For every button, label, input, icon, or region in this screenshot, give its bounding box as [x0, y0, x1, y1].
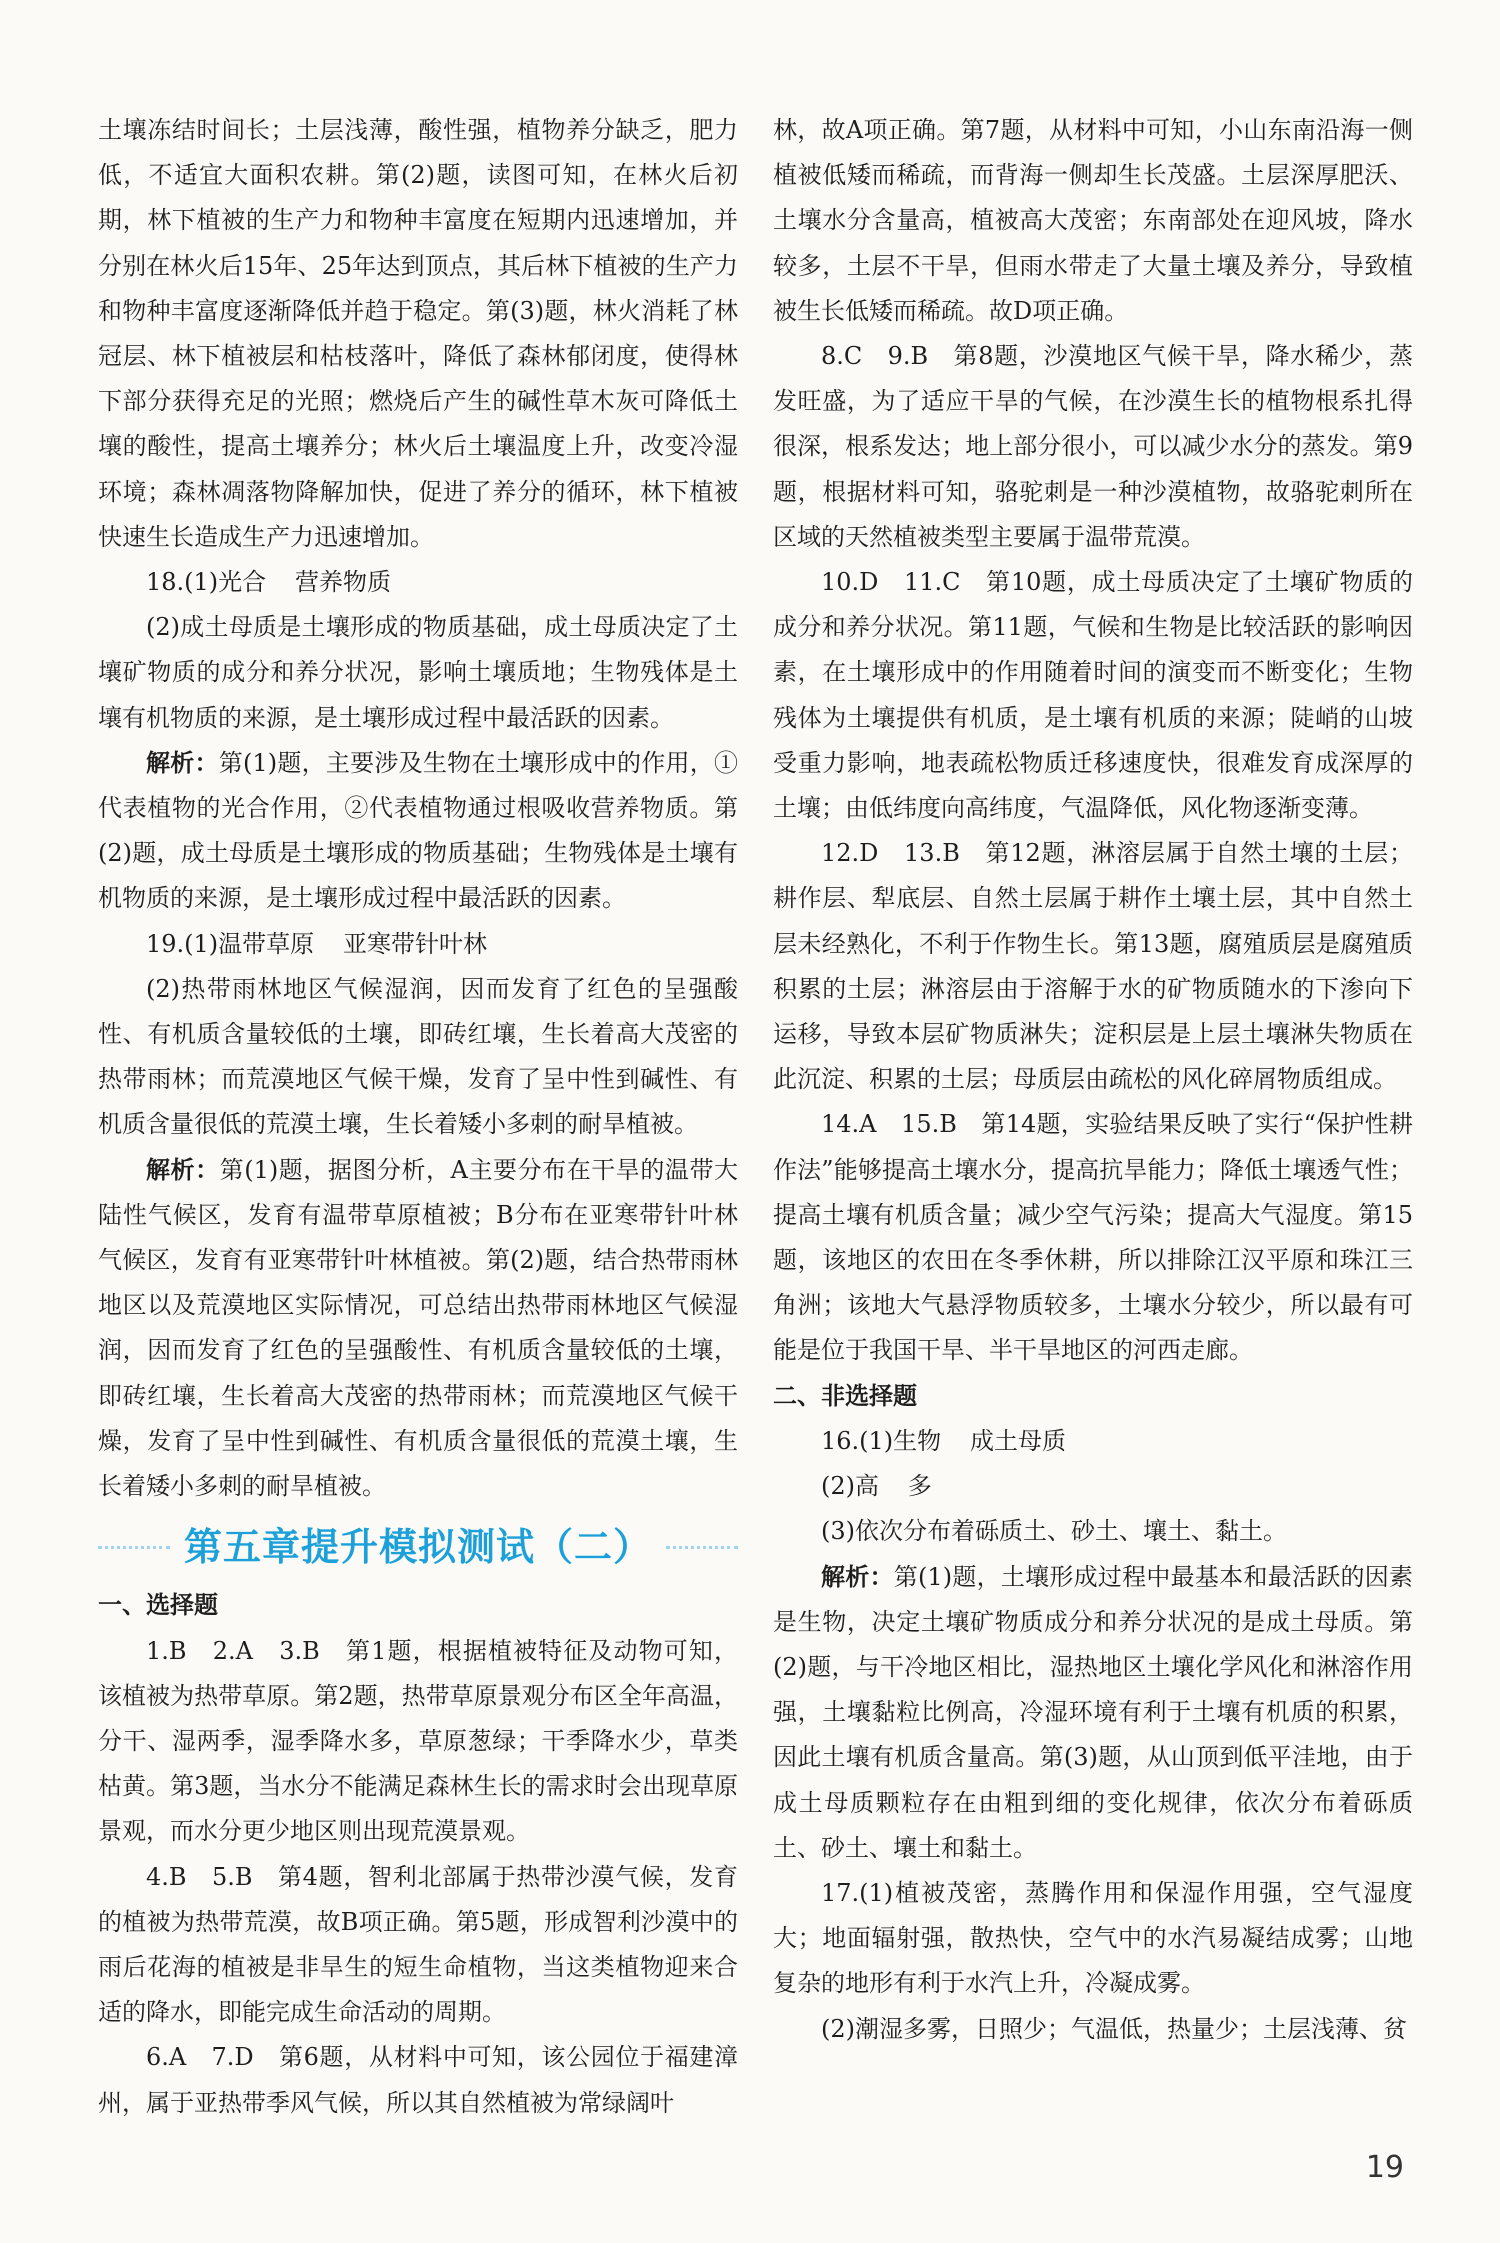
- section-title-choice: 一、选择题: [98, 1591, 218, 1620]
- section-title-nonchoice: 二、非选择题: [773, 1381, 917, 1410]
- answer-14-15: 14.A 15.B 第14题，实验结果反映了实行“保护性耕作法”能够提高土壤水分，提高抗旱能力；降低土壤透气性；提高土壤有机质含量；减少空气污染；提高大气湿度。第15题，该地区的农田在冬季休耕，所以排除江汉平原和珠江三角洲；该地大气悬浮物质较多，土壤水分较少，所以最有可能是位于我国干旱、半干旱地区的河西走廊。: [773, 1110, 1413, 1365]
- answer-17-1: 17.(1)植被茂密，蒸腾作用和保湿作用强，空气湿度大；地面辐射强，散热快，空气中的水汽易凝结成雾；山地复杂的地形有利于水汽上升，冷凝成雾。: [773, 1878, 1413, 1998]
- explanation-16: 解析：第(1)题，土壤形成过程中最基本和最活跃的因素是生物，决定土壤矿物质成分和养分状况的是成土母质。第(2)题，与干冷地区相比，湿热地区土壤化学风化和淋溶作用强，土壤黏粒比例高，冷湿环境有利于土壤有机质的积累，因此土壤有机质含量高。第(3)题，从山顶到低平洼地，由于成土母质颗粒存在由粗到细的变化规律，依次分布着砾质土、砂土、壤土和黏土。: [773, 1562, 1414, 1862]
- answer-19-2: (2)热带雨林地区气候湿润，因而发育了红色的呈强酸性、有机质含量较低的土壤，即砖红壤，生长着高大茂密的热带雨林；而荒漠地区气候干燥，发育了呈中性到碱性、有机质含量很低的荒漠土壤，生长着矮小多刺的耐旱植被。: [98, 974, 738, 1139]
- right-column: [773, 108, 1413, 2052]
- answer-12-13: 12.D 13.B 第12题，淋溶层属于自然土壤的土层；耕作层、犁底层、自然土层属于耕作土壤土层，其中自然土层未经熟化，不利于作物生长。第13题，腐殖质层是腐殖质积累的土层；淋溶层由于溶解于水的矿物质随水的下渗向下运移，导致本层矿物质淋失；淀积层是上层土壤淋失物质在此沉淀、积累的土层；母质层由疏松的风化碎屑物质组成。: [773, 839, 1413, 1094]
- answer-8-9: 8.C 9.B 第8题，沙漠地区气候干旱，降水稀少，蒸发旺盛，为了适应干旱的气候，在沙漠生长的植物根系扎得很深，根系发达；地上部分很小，可以减少水分的蒸发。第9题，根据材料可知，骆驼刺是一种沙漠植物，故骆驼刺所在区域的天然植被类型主要属于温带荒漠。: [773, 342, 1413, 551]
- paragraph-continued: 林，故A项正确。第7题，从材料中可知，小山东南沿海一侧植被低矮而稀疏，而背海一侧却生长茂盛。土层深厚肥沃、土壤水分含量高，植被高大茂密；东南部处在迎风坡，降水较多，土层不干旱，但雨水带走了大量土壤及养分，导致植被生长低矮而稀疏。故D项正确。: [773, 116, 1413, 325]
- explanation-18: 解析：第(1)题，主要涉及生物在土壤形成中的作用，①代表植物的光合作用，②代表植物通过根吸收营养物质。第(2)题，成土母质是土壤形成的物质基础；生物残体是土壤有机物质的来源，是土壤形成过程中最活跃的因素。: [98, 748, 739, 913]
- heading-divider-left: [98, 1546, 170, 1549]
- explanation-label: 解析：: [146, 1155, 220, 1184]
- answer-16-2: (2)高 多: [821, 1472, 932, 1501]
- answer-19-1: 19.(1)温带草原 亚寒带针叶林: [146, 929, 487, 958]
- answer-16-3: (3)依次分布着砾质土、砂土、壤土、黏土。: [821, 1517, 1287, 1546]
- heading-divider-right: [666, 1546, 738, 1549]
- page-number: 19: [1365, 2150, 1404, 2185]
- answer-4-5: 4.B 5.B 第4题，智利北部属于热带沙漠气候，发育的植被为热带荒漠，故B项正确。第5题，形成智利沙漠中的雨后花海的植被是非旱生的短生命植物，当这类植物迎来合适的降水，即能完成生命活动的周期。: [98, 1862, 738, 2027]
- explanation-label: 解析：: [146, 748, 219, 777]
- answer-10-11: 10.D 11.C 第10题，成土母质决定了土壤矿物质的成分和养分状况。第11题，气候和生物是比较活跃的影响因素，在土壤形成中的作用随着时间的演变而不断变化；生物残体为土壤提供有机质，是土壤有机质的来源；陡峭的山坡受重力影响，地表疏松物质迁移速度快，很难发育成深厚的土壤；由低纬度向高纬度，气温降低，风化物逐渐变薄。: [773, 568, 1413, 823]
- answer-17-2: (2)潮湿多雾，日照少；气温低，热量少；土层浅薄、贫: [821, 2014, 1407, 2043]
- answer-1-3: 1.B 2.A 3.B 第1题，根据植被特征及动物可知，该植被为热带草原。第2题，热带草原景观分布区全年高温，分干、湿两季，湿季降水多，草原葱绿；干季降水少，草类枯黄。第3题，当水分不能满足森林生长的需求时会出现草原景观，而水分更少地区则出现荒漠景观。: [98, 1636, 738, 1846]
- paragraph-continued: 土壤冻结时间长；土层浅薄，酸性强，植物养分缺乏，肥力低，不适宜大面积农耕。第(2)题，读图可知，在林火后初期，林下植被的生产力和物种丰富度在短期内迅速增加，并分别在林火后15年、25年达到顶点，其后林下植被的生产力和物种丰富度逐渐降低并趋于稳定。第(3)题，林火消耗了林冠层、林下植被层和枯枝落叶，降低了森林郁闭度，使得林下部分获得充足的光照；燃烧后产生的碱性草木灰可降低土壤的酸性，提高土壤养分；林火后土壤温度上升，改变冷湿环境；森林凋落物降解加快，促进了养分的循环，林下植被快速生长造成生产力迅速增加。: [98, 116, 738, 551]
- left-column: [98, 108, 738, 2126]
- explanation-label: 解析：: [821, 1562, 894, 1591]
- chapter-heading-text: 第五章提升模拟测试（二）: [184, 1524, 653, 1569]
- answer-18-2: (2)成土母质是土壤形成的物质基础，成土母质决定了土壤矿物质的成分和养分状况，影响土壤质地；生物残体是土壤有机物质的来源，是土壤形成过程中最活跃的因素。: [98, 613, 738, 732]
- answer-6-7: 6.A 7.D 第6题，从材料中可知，该公园位于福建漳州，属于亚热带季风气候，所以其自然植被为常绿阔叶: [98, 2043, 738, 2117]
- answer-18-1: 18.(1)光合 营养物质: [146, 568, 391, 597]
- chapter-heading: [98, 1515, 738, 1579]
- answer-16-1: 16.(1)生物 成土母质: [821, 1426, 1066, 1455]
- explanation-19: 解析：第(1)题，据图分析，A主要分布在干旱的温带大陆性气候区，发育有温带草原植被；B分布在亚寒带针叶林气候区，发育有亚寒带针叶林植被。第(2)题，结合热带雨林地区以及荒漠地区实际情况，可总结出热带雨林地区气候湿润，因而发育了红色的呈强酸性、有机质含量较低的土壤，即砖红壤，生长着高大茂密的热带雨林；而荒漠地区气候干燥，发育了呈中性到碱性、有机质含量很低的荒漠土壤，生长着矮小多刺的耐旱植被。: [98, 1155, 739, 1501]
